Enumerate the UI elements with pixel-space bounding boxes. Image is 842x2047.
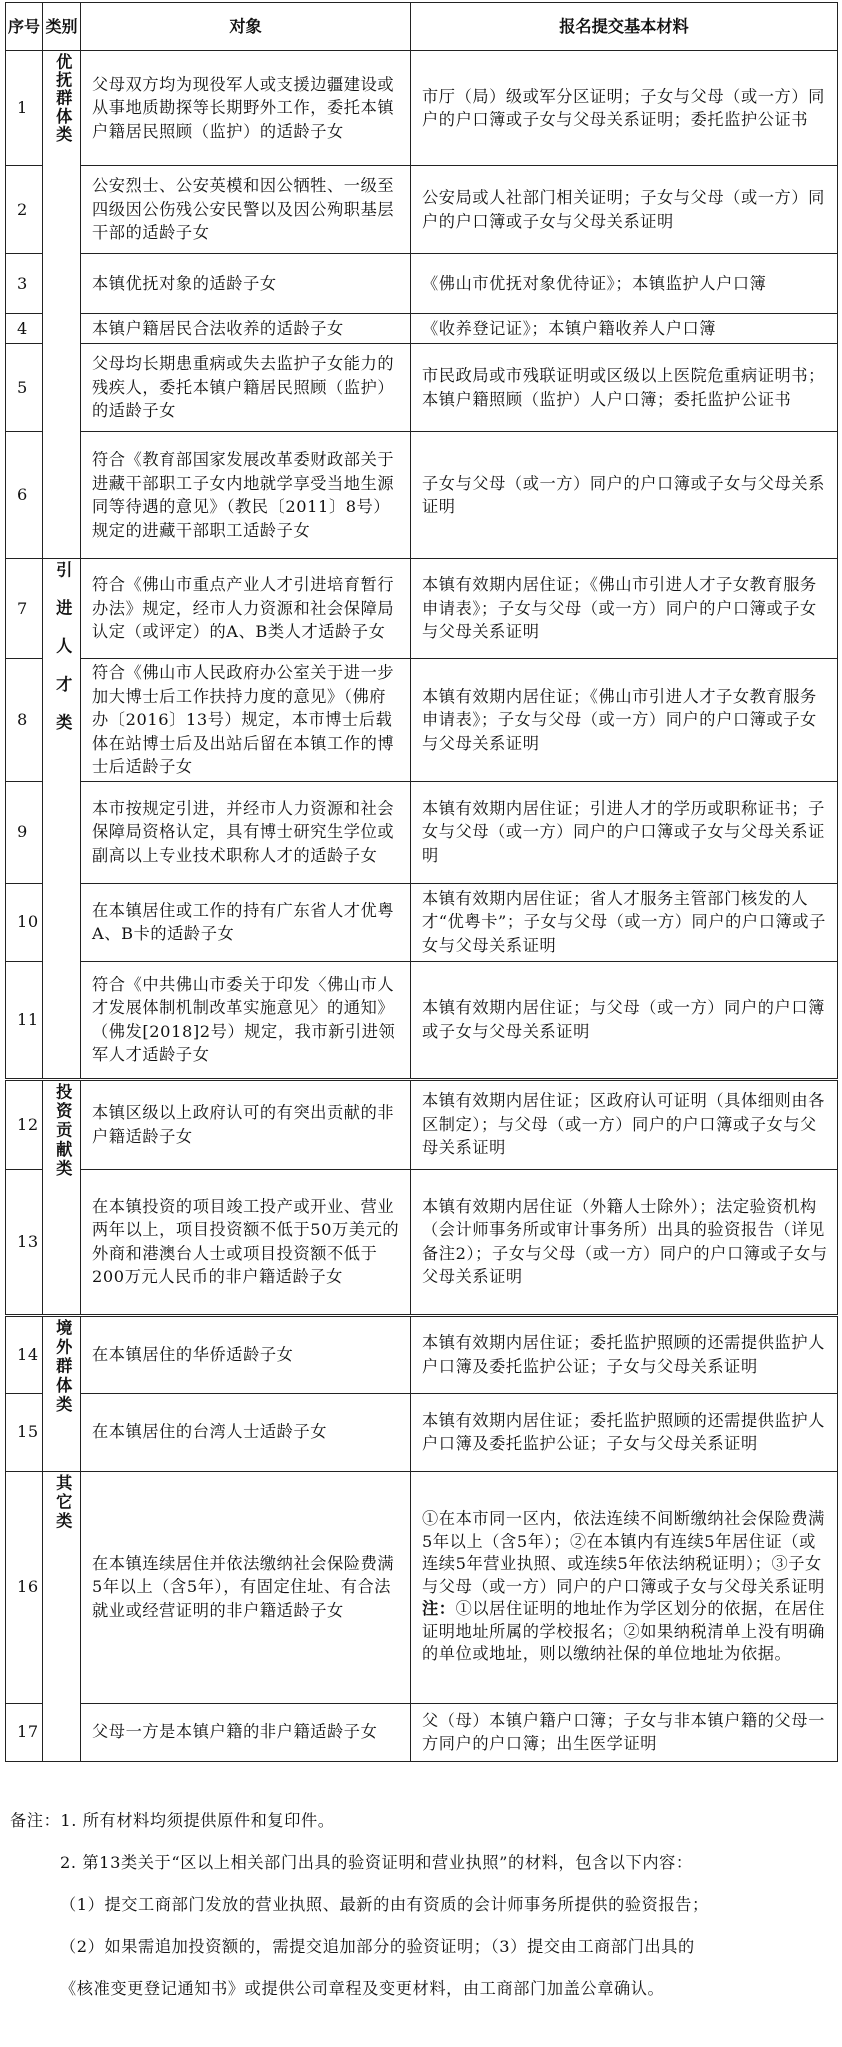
requirements-table xyxy=(5,2,838,1762)
header-category: 类别 xyxy=(43,3,81,51)
table-row xyxy=(6,781,838,883)
row-number: 17 xyxy=(6,1703,43,1761)
header-materials: 报名提交基本材料 xyxy=(411,3,838,51)
target-cell: 本镇优抚对象的适龄子女 xyxy=(81,254,411,314)
materials-cell: 父（母）本镇户籍户口簿；子女与非本镇户籍的父母一方同户的户口簿；出生医学证明 xyxy=(411,1703,838,1761)
table-row xyxy=(6,1315,838,1393)
row-number: 7 xyxy=(6,559,43,659)
table-row xyxy=(6,1703,838,1761)
table-row xyxy=(6,344,838,432)
target-cell: 本镇区级以上政府认可的有突出贡献的非户籍适龄子女 xyxy=(81,1079,411,1169)
row-number: 12 xyxy=(6,1079,43,1169)
row-number: 15 xyxy=(6,1393,43,1471)
table-row xyxy=(6,659,838,782)
materials-cell: 本镇有效期内居住证；委托监护照顾的还需提供监护人户口簿及委托监护公证；子女与父母关系证明 xyxy=(411,1315,838,1393)
target-cell: 父母均长期患重病或失去监护子女能力的残疾人，委托本镇户籍居民照顾（监护）的适龄子女 xyxy=(81,344,411,432)
category-cell: 优抚群体类 xyxy=(43,51,81,559)
target-cell: 符合《佛山市人民政府办公室关于进一步加大博士后工作扶持力度的意见》（佛府办〔2016〕13号）规定，本市博士后载体在站博士后及出站后留在本镇工作的博士后适龄子女 xyxy=(81,659,411,782)
note-text: ①以居住证明的地址作为学区划分的依据，在居住证明地址所属的学校报名；②如果纳税清单上没有明确的单位或地址，则以缴纳社保的单位地址为依据。 xyxy=(422,1599,825,1664)
materials-cell: 本镇有效期内居住证；委托监护照顾的还需提供监护人户口簿及委托监护公证；子女与父母关系证明 xyxy=(411,1393,838,1471)
row-number: 16 xyxy=(6,1471,43,1703)
row-number: 8 xyxy=(6,659,43,782)
target-cell: 本镇户籍居民合法收养的适龄子女 xyxy=(81,314,411,344)
note-1-text: 1. 所有材料均须提供原件和复印件。 xyxy=(60,1811,335,1830)
materials-cell: 《佛山市优抚对象优待证》；本镇监护人户口簿 xyxy=(411,254,838,314)
materials-cell: 市厅（局）级或军分区证明；子女与父母（或一方）同户的户口簿或子女与父母关系证明；委托监护公证书 xyxy=(411,51,838,166)
target-cell: 符合《中共佛山市委关于印发〈佛山市人才发展体制机制改革实施意见〉的通知》（佛发[2018]2号）规定，我市新引进领军人才适龄子女 xyxy=(81,961,411,1079)
note-2-sub-1: （1）提交工商部门发放的营业执照、最新的由有资质的会计师事务所提供的验资报告； xyxy=(60,1895,709,1914)
note-1 xyxy=(10,1800,830,1842)
row-number: 5 xyxy=(6,344,43,432)
materials-cell xyxy=(411,1471,838,1703)
table-row xyxy=(6,51,838,166)
table-row xyxy=(6,1169,838,1315)
materials-cell: 市民政局或市残联证明或区级以上医院危重病证明书；本镇户籍照顾（监护）人户口簿；委托监护公证书 xyxy=(411,344,838,432)
table-row xyxy=(6,166,838,254)
materials-cell: 本镇有效期内居住证（外籍人士除外）；法定验资机构（会计师事务所或审计事务所）出具的验资报告（详见备注2）；子女与父母（或一方）同户的户口簿或子女与父母关系证明 xyxy=(411,1169,838,1315)
table-row xyxy=(6,883,838,961)
note-2-sub-3: 《核准变更登记通知书》或提供公司章程及变更材料，由工商部门加盖公章确认。 xyxy=(60,1979,665,1998)
note-2-sub-2: （2）如果需追加投资额的，需提交追加部分的验资证明；（3）提交由工商部门出具的 xyxy=(60,1937,695,1956)
row-number: 11 xyxy=(6,961,43,1079)
category-cell: 引进人才类 xyxy=(43,559,81,1080)
target-cell: 符合《佛山市重点产业人才引进培育暂行办法》规定，经市人力资源和社会保障局认定（或评定）的A、B类人才适龄子女 xyxy=(81,559,411,659)
note-label: 注： xyxy=(422,1599,456,1619)
table-row xyxy=(6,961,838,1079)
notes-section xyxy=(10,1800,830,2010)
row-number: 14 xyxy=(6,1315,43,1393)
materials-cell: 本镇有效期内居住证；与父母（或一方）同户的户口簿或子女与父母关系证明 xyxy=(411,961,838,1079)
target-cell: 本市按规定引进，并经市人力资源和社会保障局资格认定，具有博士研究生学位或副高以上专业技术职称人才的适龄子女 xyxy=(81,781,411,883)
target-cell: 在本镇投资的项目竣工投产或开业、营业两年以上，项目投资额不低于50万美元的外商和港澳台人士或项目投资额不低于200万元人民币的非户籍适龄子女 xyxy=(81,1169,411,1315)
category-cell: 其它类 xyxy=(43,1471,81,1761)
note-2: 2. 第13类关于“区以上相关部门出具的验资证明和营业执照”的材料，包含以下内容： xyxy=(60,1853,693,1872)
header-target: 对象 xyxy=(81,3,411,51)
materials-text: ①在本市同一区内，依法连续不间断缴纳社会保险费满5年以上（含5年）；②在本镇内有连续5年居住证（或连续5年营业执照、或连续5年依法纳税证明）；③子女与父母（或一方）同户的户口簿或子女与父母关系证明 xyxy=(422,1509,825,1596)
target-cell: 符合《教育部国家发展改革委财政部关于进藏干部职工子女内地就学享受当地生源同等待遇的意见》（教民〔2011〕8号）规定的进藏干部职工适龄子女 xyxy=(81,432,411,559)
header-no: 序号 xyxy=(6,3,43,51)
materials-cell: 《收养登记证》；本镇户籍收养人户口簿 xyxy=(411,314,838,344)
table-row xyxy=(6,1079,838,1169)
row-number: 4 xyxy=(6,314,43,344)
category-cell: 境外群体类 xyxy=(43,1315,81,1471)
row-number: 2 xyxy=(6,166,43,254)
table-row xyxy=(6,432,838,559)
target-cell: 父母双方均为现役军人或支援边疆建设或从事地质勘探等长期野外工作，委托本镇户籍居民照顾（监护）的适龄子女 xyxy=(81,51,411,166)
row-number: 13 xyxy=(6,1169,43,1315)
materials-cell: 本镇有效期内居住证；《佛山市引进人才子女教育服务申请表》；子女与父母（或一方）同户的户口簿或子女与父母关系证明 xyxy=(411,659,838,782)
materials-cell: 本镇有效期内居住证；《佛山市引进人才子女教育服务申请表》；子女与父母（或一方）同户的户口簿或子女与父母关系证明 xyxy=(411,559,838,659)
materials-cell: 子女与父母（或一方）同户的户口簿或子女与父母关系证明 xyxy=(411,432,838,559)
row-number: 10 xyxy=(6,883,43,961)
table-row xyxy=(6,314,838,344)
row-number: 6 xyxy=(6,432,43,559)
row-number: 3 xyxy=(6,254,43,314)
target-cell: 在本镇连续居住并依法缴纳社会保险费满5年以上（含5年），有固定住址、有合法就业或经营证明的非户籍适龄子女 xyxy=(81,1471,411,1703)
row-number: 1 xyxy=(6,51,43,166)
target-cell: 公安烈士、公安英模和因公牺牲、一级至四级因公伤残公安民警以及因公殉职基层干部的适龄子女 xyxy=(81,166,411,254)
materials-cell: 本镇有效期内居住证；区政府认可证明（具体细则由各区制定）；与父母（或一方）同户的户口簿或子女与父母关系证明 xyxy=(411,1079,838,1169)
table-row xyxy=(6,254,838,314)
target-cell: 父母一方是本镇户籍的非户籍适龄子女 xyxy=(81,1703,411,1761)
target-cell: 在本镇居住的台湾人士适龄子女 xyxy=(81,1393,411,1471)
row-number: 9 xyxy=(6,781,43,883)
table-row xyxy=(6,559,838,659)
notes-label: 备注： xyxy=(10,1811,61,1830)
materials-cell: 本镇有效期内居住证；省人才服务主管部门核发的人才“优粤卡”；子女与父母（或一方）同户的户口簿或子女与父母关系证明 xyxy=(411,883,838,961)
table-header-row xyxy=(6,3,838,51)
materials-cell: 公安局或人社部门相关证明；子女与父母（或一方）同户的户口簿或子女与父母关系证明 xyxy=(411,166,838,254)
target-cell: 在本镇居住或工作的持有广东省人才优粤A、B卡的适龄子女 xyxy=(81,883,411,961)
table-row xyxy=(6,1471,838,1703)
table-row xyxy=(6,1393,838,1471)
materials-cell: 本镇有效期内居住证；引进人才的学历或职称证书；子女与父母（或一方）同户的户口簿或子女与父母关系证明 xyxy=(411,781,838,883)
category-cell: 投资贡献类 xyxy=(43,1079,81,1315)
target-cell: 在本镇居住的华侨适龄子女 xyxy=(81,1315,411,1393)
